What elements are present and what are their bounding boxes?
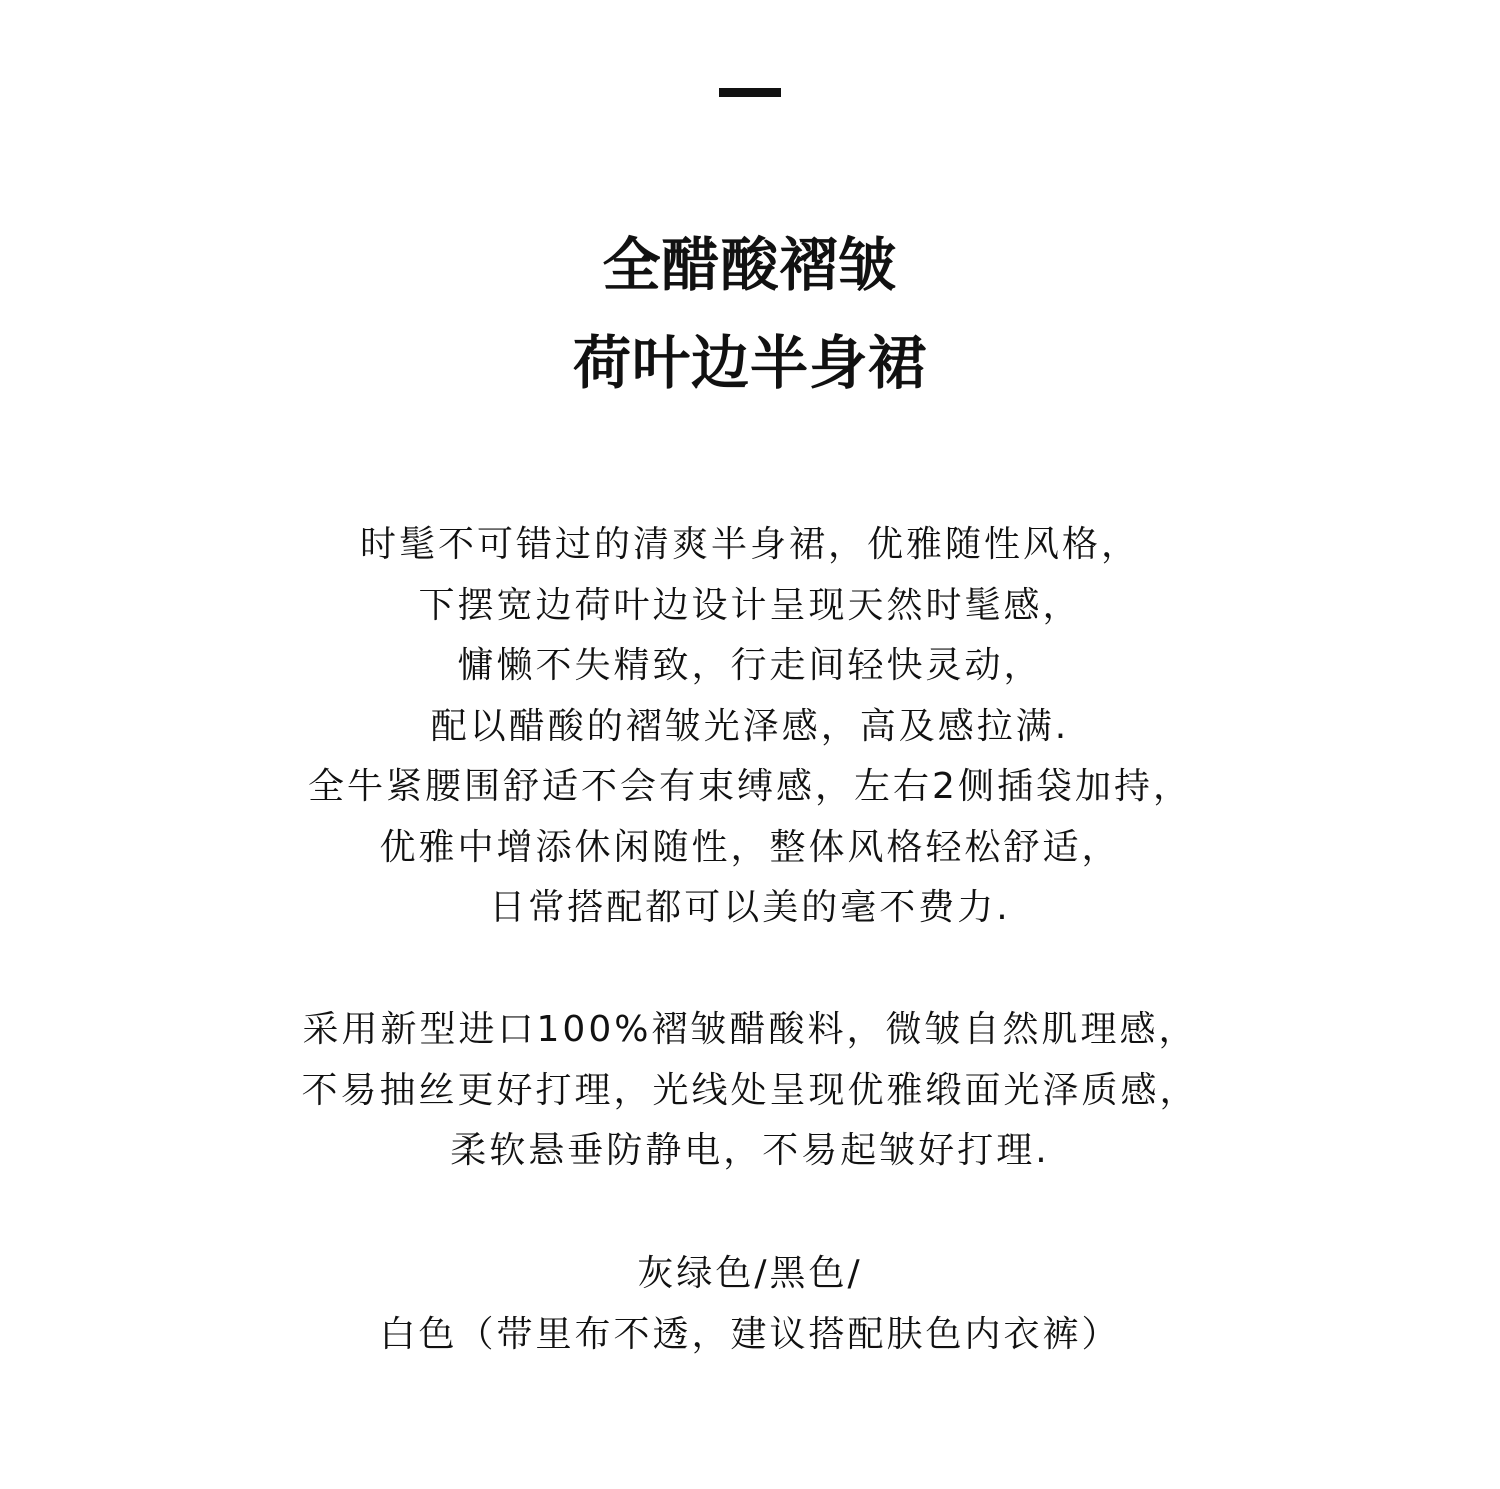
title-line-1: 全醋酸褶皱: [602, 231, 898, 299]
color-line: 灰绿色/黑色/: [637, 1253, 863, 1294]
color-line: 白色（带里布不透，建议搭配肤色内衣裤）: [379, 1313, 1121, 1355]
color-options-paragraph: [0, 1244, 1500, 1365]
description-line: 时髦不可错过的清爽半身裙，优雅随性风格，: [359, 524, 1140, 565]
description-line: 日常搭配都可以美的毫不费力.: [489, 887, 1011, 928]
decorative-divider: [719, 88, 781, 97]
description-line: 配以醋酸的褶皱光泽感，高及感拉满.: [430, 705, 1070, 747]
description-line: 下摆宽边荷叶边设计呈现天然时髦感，: [418, 584, 1082, 626]
material-line: 不易抽丝更好打理，光线处呈现优雅缎面光泽质感，: [301, 1069, 1199, 1111]
material-paragraph: [0, 1000, 1500, 1182]
description-line: 优雅中增添休闲随性，整体风格轻松舒适，: [379, 826, 1121, 868]
description-line: 慵懒不失精致，行走间轻快灵动，: [457, 645, 1043, 686]
description-paragraph: [0, 515, 1500, 939]
material-line: 采用新型进口100%褶皱醋酸料，微皱自然肌理感，: [302, 1009, 1198, 1050]
description-line: 全牛紧腰围舒适不会有束缚感，左右2侧插袋加持，: [308, 766, 1192, 807]
title-line-2: 荷叶边半身裙: [572, 329, 927, 397]
material-line: 柔软悬垂防静电，不易起皱好打理.: [450, 1130, 1050, 1171]
